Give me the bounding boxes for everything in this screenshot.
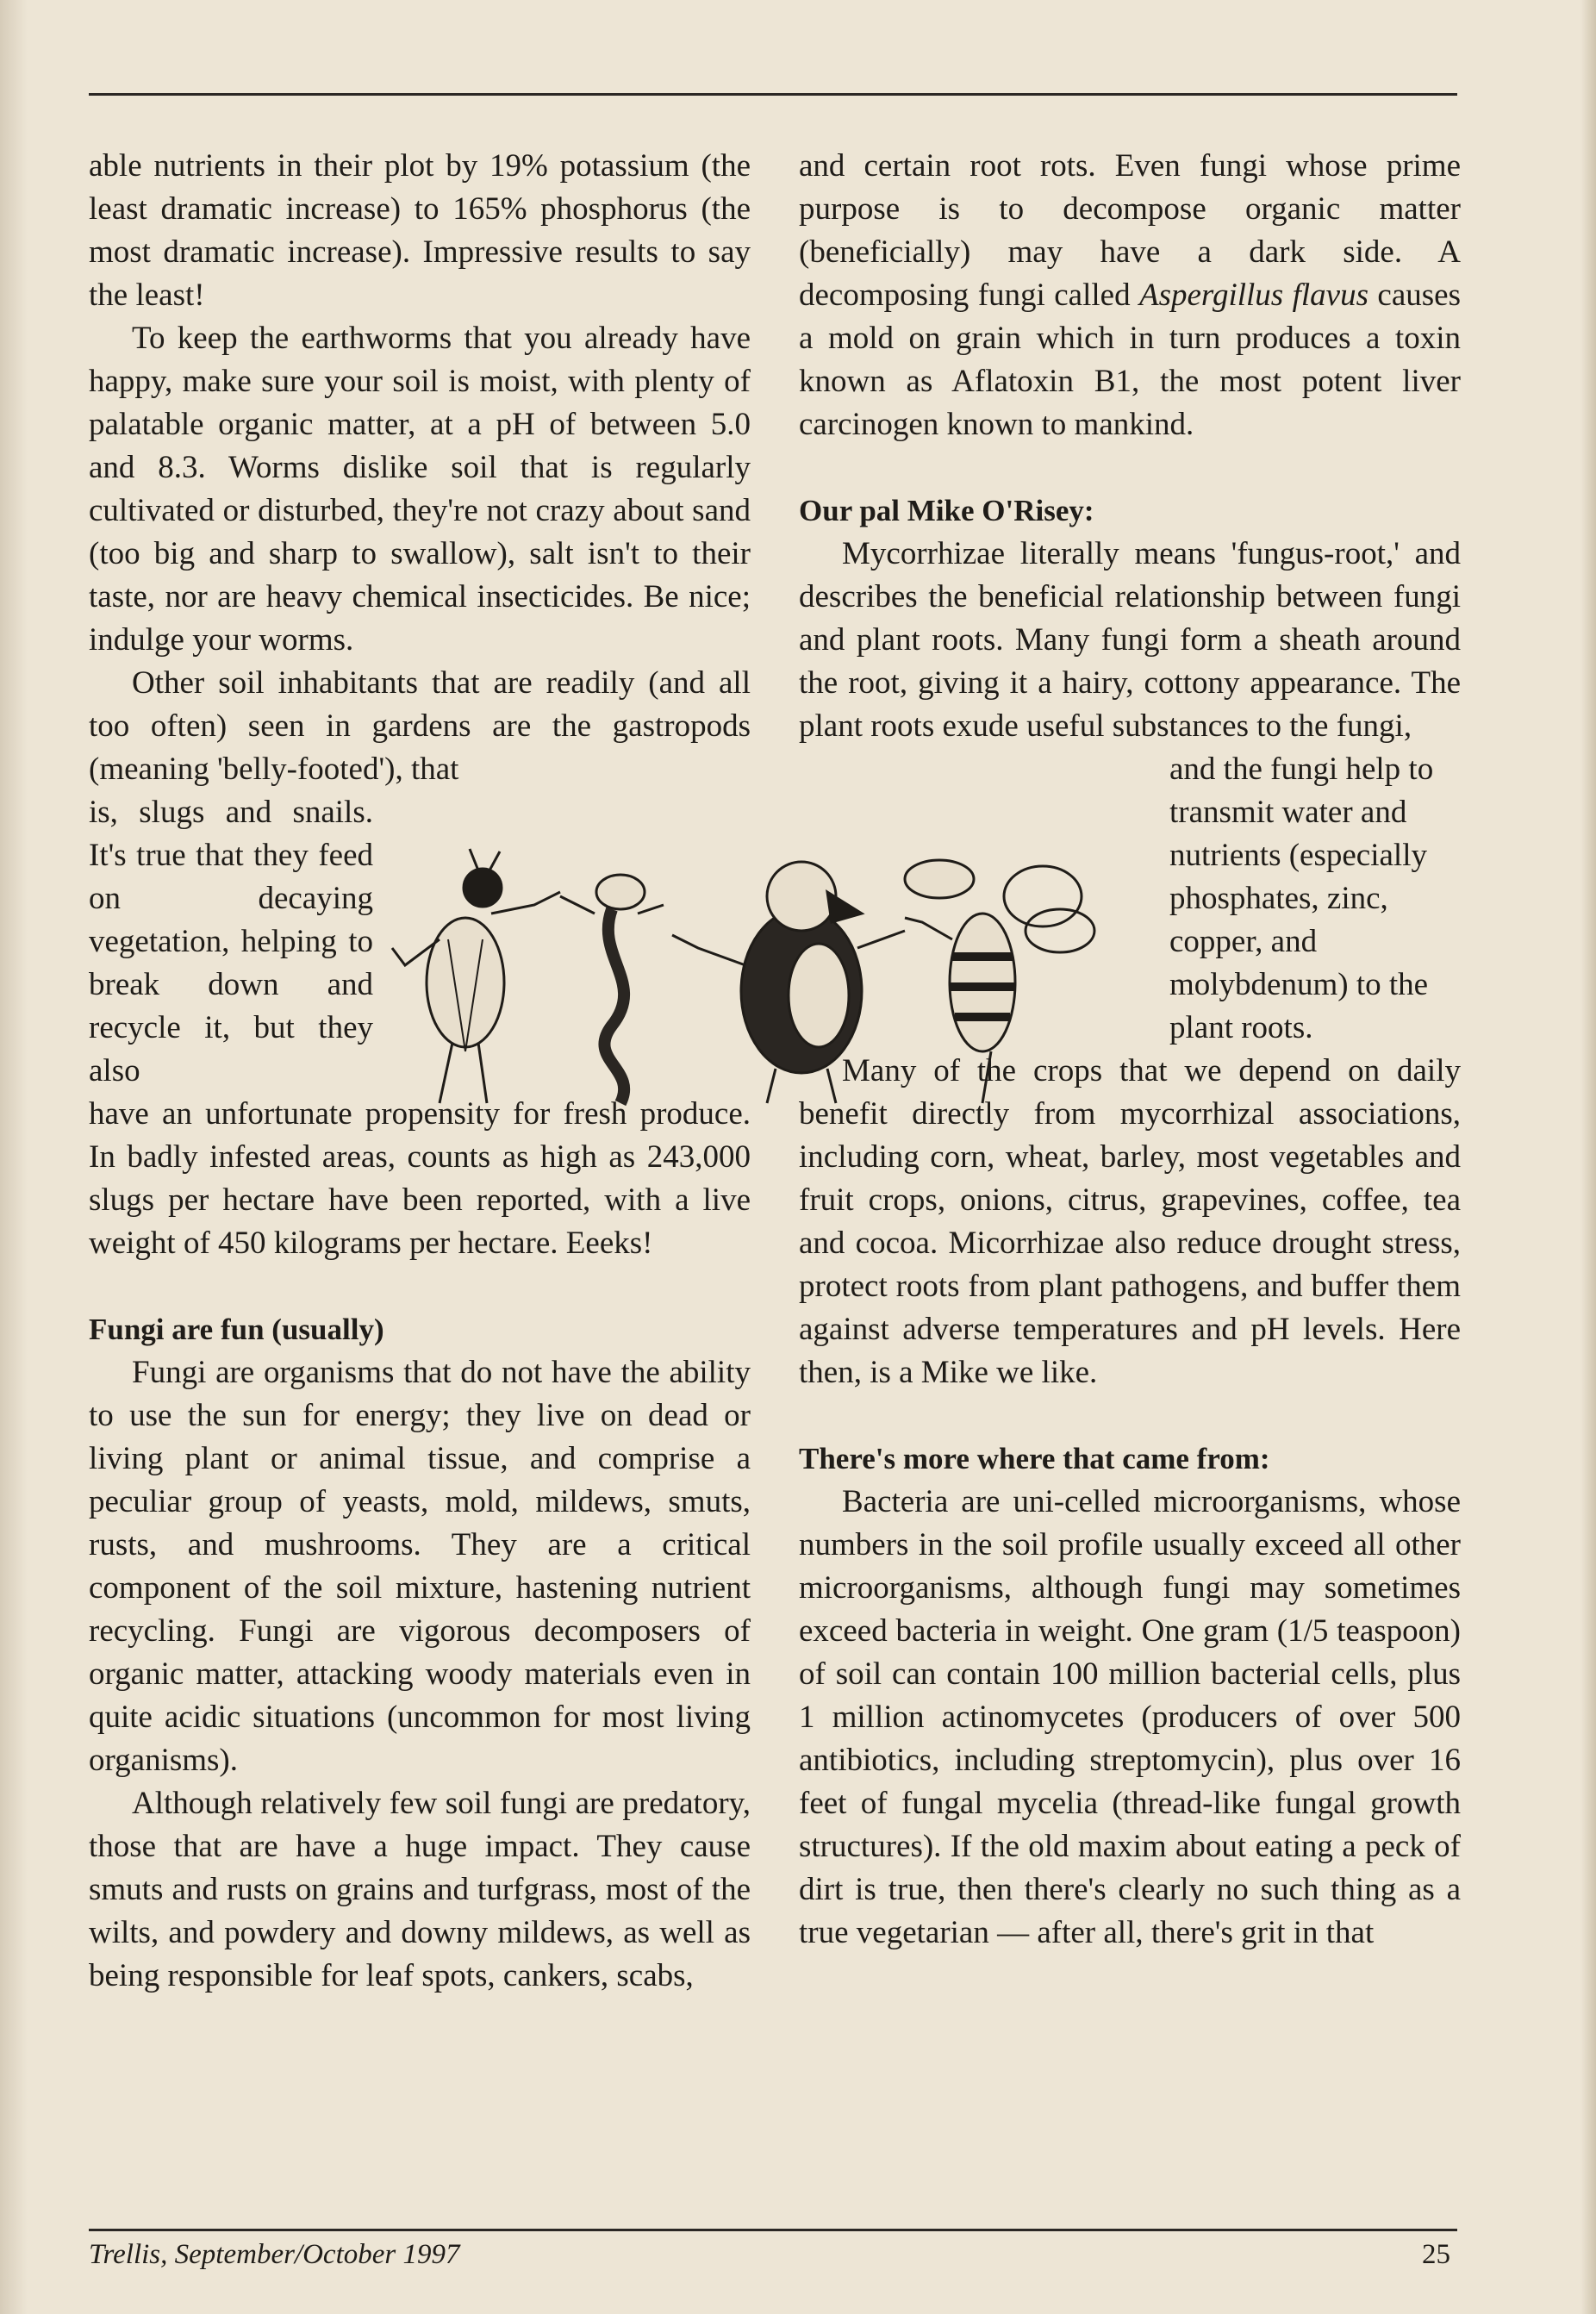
paragraph: able nutrients in their plot by 19% potassium (the least dramatic increase) to 165% phosphorus (the most dramatic increase). Impressive results to say the least! — [89, 148, 751, 313]
paragraph: Although relatively few soil fungi are predatory, those that are have a huge impact. They cause smuts and rusts on grains and turfgrass, most of the wilts, and powdery and downy mildews, as well as being responsible for leaf spots, cankers, scabs, — [89, 1786, 751, 1993]
paragraph: Mycorrhizae literally means 'fungus-root,' and describes the beneficial relationship between fungi and plant roots. Many fungi form a sheath around the root, giving it a hairy, cottony appearance. The plant roots exude useful substances to the fungi, — [799, 536, 1461, 744]
paragraph: To keep the earthworms that you already have happy, make sure your soil is moist, with plenty of palatable organic matter, at a pH of between 5.0 and 8.3. Worms dislike soil that is regularly cultivated or disturbed, they're not crazy about sand (too big and sharp to swallow), salt isn't to their taste, nor are heavy chemical insecticides. Be nice; indulge your worms. — [89, 321, 751, 658]
bird-figure — [672, 862, 905, 1103]
species-name: Aspergillus flavus — [1139, 278, 1368, 313]
footer-publication: Trellis, September/October 1997 — [89, 2239, 460, 2270]
dancing-creatures-illustration — [388, 845, 1155, 1120]
beetle-figure — [392, 849, 560, 1103]
page-spine-shadow — [0, 0, 28, 2314]
section-heading-fungi: Fungi are fun (usually) — [89, 1313, 384, 1346]
paragraph: Bacteria are uni-celled microorganisms, whose numbers in the soil profile usually exceed all other microorganisms, although fungi may sometimes exceed bacteria in weight. One gram (1/5 teaspoon) of soil can contain 100 million bacterial cells, plus 1 million actinomycetes (producers of over 500 antibiotics, including streptomycin), plus over 16 feet of fungal mycelia (thread-like fungal growth structures). If the old maxim about eating a peck of dirt is true, then there's clearly no such thing as a true vegetarian — after all, there's grit in that — [799, 1484, 1461, 1950]
section-heading-mycorrhizae: Our pal Mike O'Risey: — [799, 494, 1094, 527]
paragraph-wrap-around-illustration: and the fungi help to transmit water and nutrients (especially phosphates, zinc, copper, and molybdenum) to the plant roots. — [1169, 752, 1434, 1045]
paragraph: Other soil inhabitants that are readily (and all too often) seen in gardens are the gastropods (meaning 'belly-footed'), that — [89, 665, 751, 787]
section-heading-bacteria: There's more where that came from: — [799, 1442, 1270, 1475]
paragraph-wrap-around-illustration: is, slugs and snails. It's true that they feed on decaying vegetation, helping to break down and recycle it, but they also — [89, 795, 373, 1088]
page-edge-shadow — [1580, 0, 1596, 2314]
paragraph: have an unfortunate propensity for fresh produce. In badly infested areas, counts as high as 243,000 slugs per hectare have been reported, with a live weight of 450 kilograms per hectare. Eeeks! — [89, 1096, 751, 1261]
footer-rule — [89, 2229, 1457, 2231]
bee-figure — [905, 860, 1094, 1103]
header-rule — [89, 93, 1457, 96]
paragraph: and certain root rots. Even fungi whose prime purpose is to decompose organic matter (beneficially) may have a dark side. A decomposing fungi called Aspergillus flavus causes a mold on grain which in turn produces a toxin known as Aflatoxin B1, the most potent liver carcinogen known to mankind. — [799, 148, 1461, 442]
snake-figure — [560, 875, 664, 1103]
paragraph: Many of the crops that we depend on daily benefit directly from mycorrhizal associations, including corn, wheat, barley, most vegetables and fruit crops, onions, citrus, grapevines, coffee, tea and cocoa. Micorrhizae also reduce drought stress, protect roots from plant pathogens, and buffer them against adverse temperatures and pH levels. Here then, is a Mike we like. — [799, 1053, 1461, 1390]
paragraph: Fungi are organisms that do not have the ability to use the sun for energy; they live on dead or living plant or animal tissue, and comprise a peculiar group of yeasts, mold, mildews, smuts, rusts, and mushrooms. They are a critical component of the soil mixture, hastening nutrient recycling. Fungi are vigorous decomposers of organic matter, attacking woody materials even in quite acidic situations (uncommon for most living organisms). — [89, 1355, 751, 1778]
page-number: 25 — [1422, 2239, 1450, 2270]
